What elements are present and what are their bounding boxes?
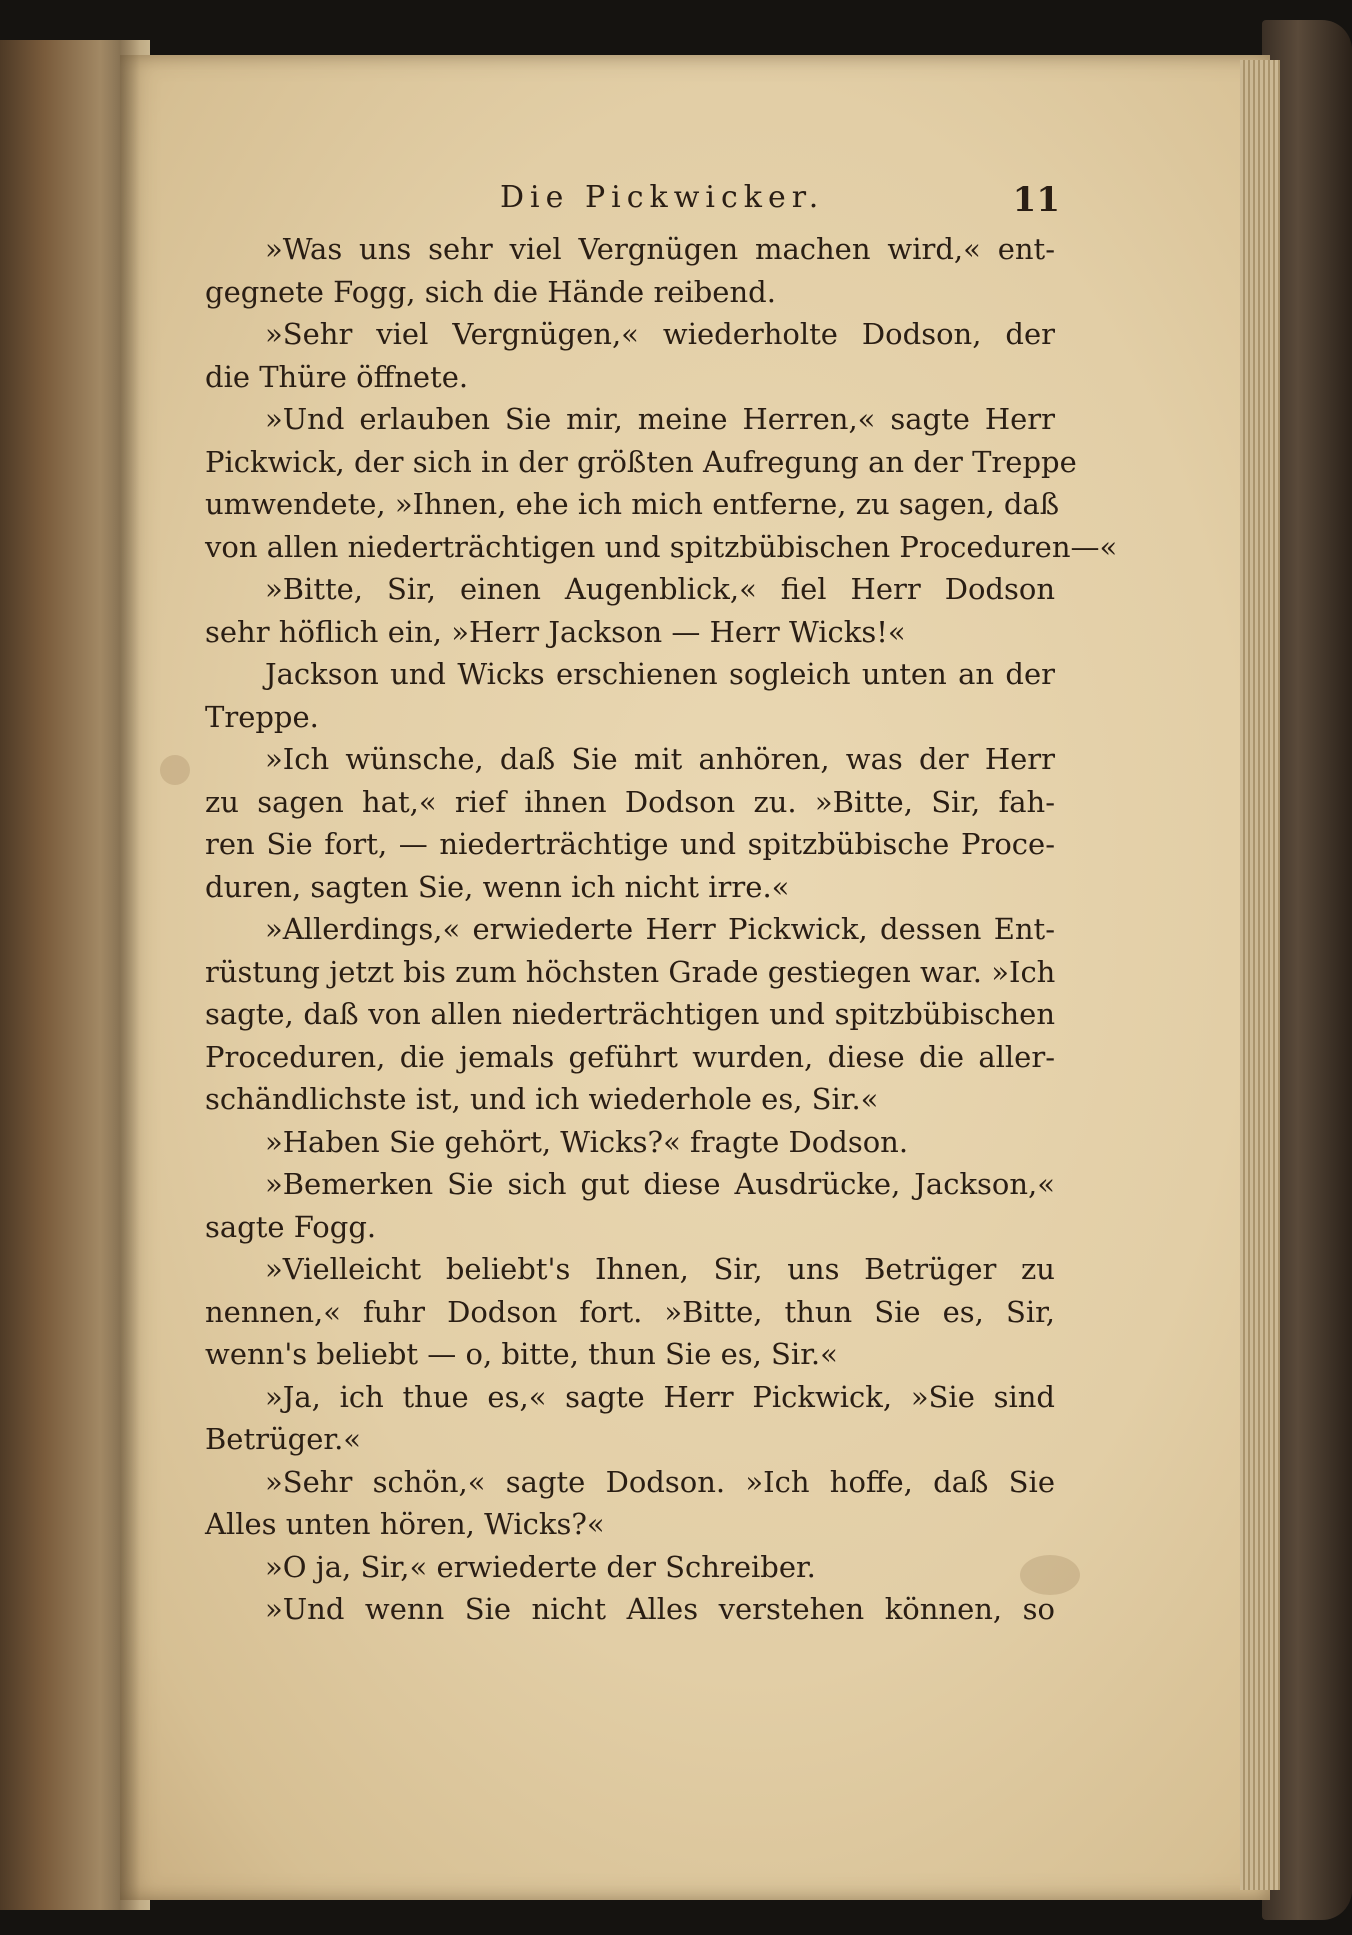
text-line: sagte Fogg. [205, 1209, 377, 1244]
page-header [500, 180, 1060, 230]
text-line: sehr höflich ein, »Herr Jackson — Herr Wicks!« [205, 614, 906, 649]
text-line: duren, sagten Sie, wenn ich nicht irre.« [205, 869, 790, 904]
text-line: »O ja, Sir,« erwiederte der Schreiber. [265, 1549, 816, 1584]
text-line: »Ja, ich thue es,« sagte Herr Pickwick, »Sie sind [265, 1379, 1055, 1414]
text-line: »Und wenn Sie nicht Alles verstehen können, so [265, 1592, 1055, 1626]
text-line: »Vielleicht beliebt's Ihnen, Sir, uns Betrüger zu [265, 1252, 1055, 1286]
text-line: Alles unten hören, Wicks?« [205, 1507, 605, 1541]
text-line: Jackson und Wicks erschienen sogleich unten an der [265, 657, 1055, 691]
text-line: umwendete, »Ihnen, ehe ich mich entferne, zu sagen, daß [205, 487, 1060, 521]
page-number: 11 [1012, 180, 1060, 220]
text-line: Treppe. [205, 699, 319, 734]
text-line: »Allerdings,« erwiederte Herr Pickwick, dessen Ent- [265, 912, 1055, 946]
body-text [205, 228, 1118, 1631]
text-line: »Und erlauben Sie mir, meine Herren,« sagte Herr [265, 402, 1055, 436]
text-line: Betrüger.« [205, 1422, 362, 1456]
text-line: sagte, daß von allen niederträchtigen und spitzbübischen [205, 997, 1055, 1031]
text-line: »Bemerken Sie sich gut diese Ausdrücke, Jackson,« [265, 1167, 1055, 1201]
text-line: »Was uns sehr viel Vergnügen machen wird,« ent- [265, 232, 1055, 266]
text-line: Pickwick, der sich in der größten Aufregung an der Treppe [205, 444, 1077, 479]
text-line: »Bitte, Sir, einen Augenblick,« fiel Herr Dodson [265, 572, 1055, 606]
text-line: »Sehr schön,« sagte Dodson. »Ich hoffe, daß Sie [265, 1464, 1055, 1499]
text-line: rüstung jetzt bis zum höchsten Grade gestiegen war. »Ich [205, 954, 1056, 989]
text-line: zu sagen hat,« rief ihnen Dodson zu. »Bitte, Sir, fah- [205, 784, 1055, 819]
text-line: »Ich wünsche, daß Sie mit anhören, was der Herr [265, 742, 1055, 776]
book-gutter [100, 40, 140, 1910]
running-title: Die Pickwicker. [500, 180, 825, 215]
page-block-edges [1240, 60, 1280, 1890]
text-line: Proceduren, die jemals geführt wurden, diese die aller- [205, 1039, 1055, 1074]
text-line: von allen niederträchtigen und spitzbübischen Proceduren—« [205, 529, 1118, 564]
text-line: nennen,« fuhr Dodson fort. »Bitte, thun Sie es, Sir, [205, 1294, 1055, 1329]
text-line: die Thüre öffnete. [205, 359, 469, 394]
text-line: wenn's beliebt — o, bitte, thun Sie es, Sir.« [205, 1337, 838, 1371]
text-line: gegnete Fogg, sich die Hände reibend. [205, 274, 776, 309]
text-line: ren Sie fort, — niederträchtige und spitzbübische Proce- [205, 827, 1055, 861]
page-stain [160, 755, 190, 785]
text-line: schändlichste ist, und ich wiederhole es, Sir.« [205, 1082, 879, 1116]
text-line: »Haben Sie gehört, Wicks?« fragte Dodson. [265, 1124, 909, 1159]
text-line: »Sehr viel Vergnügen,« wiederholte Dodson, der [265, 317, 1055, 351]
